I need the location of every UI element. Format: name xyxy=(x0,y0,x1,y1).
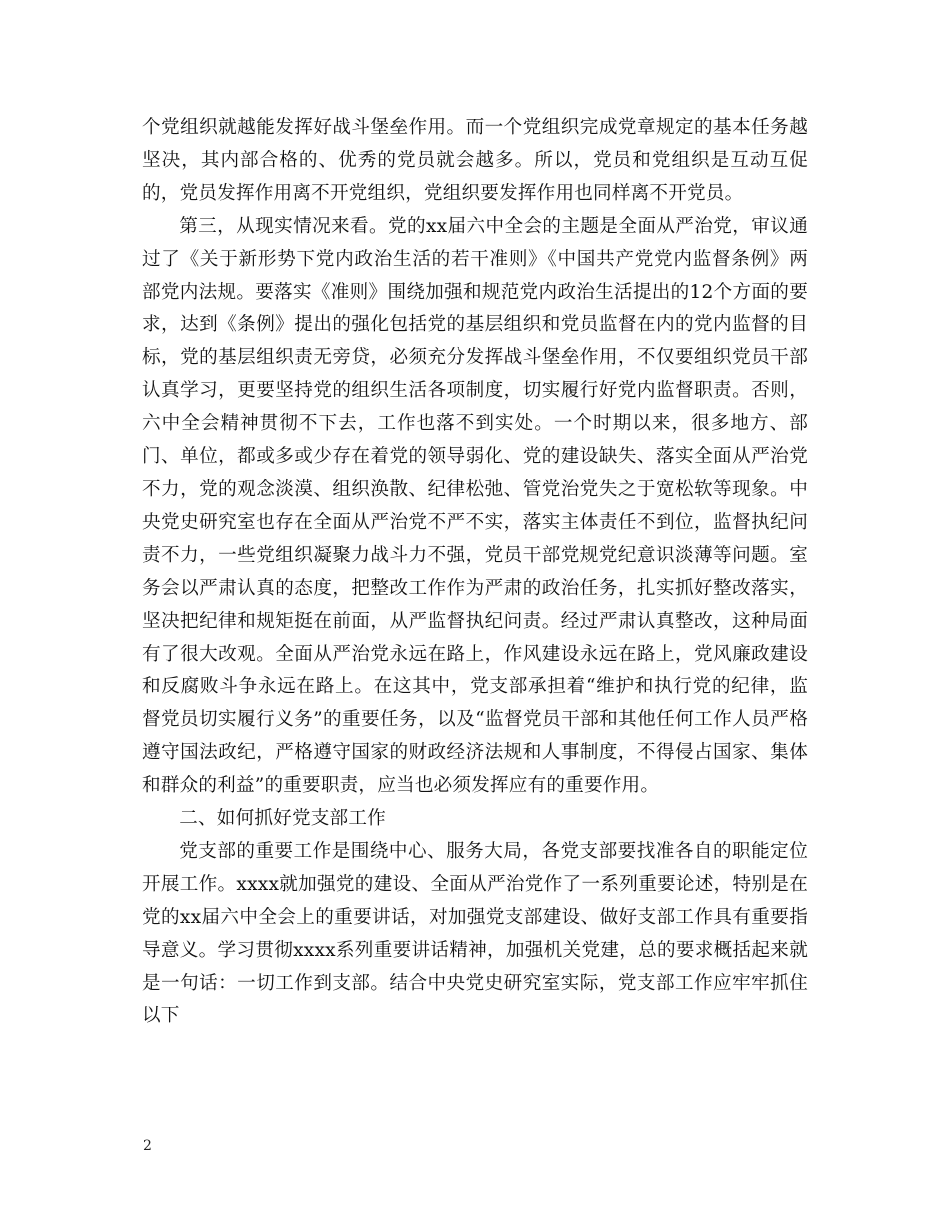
body-text xyxy=(142,112,808,1033)
paragraph-third-reason: 第三，从现实情况来看。党的xx届六中全会的主题是全面从严治党，审议通过了《关于新形势下党内政治生活的若干准则》《中国共产党党内监督条例》两部党内法规。要落实《准则》围绕加强和规范党内政治生活提出的12个方面的要求，达到《条例》提出的强化包括党的基层组织和党员监督在内的党内监督的目标，党的基层组织责无旁贷，必须充分发挥战斗堡垒作用，不仅要组织党员干部认真学习，更要坚持党的组织生活各项制度，切实履行好党内监督职责。否则，六中全会精神贯彻不下去，工作也落不到实处。一个时期以来，很多地方、部门、单位，都或多或少存在着党的领导弱化、党的建设缺失、落实全面从严治党不力，党的观念淡漠、组织涣散、纪律松弛、管党治党失之于宽松软等现象。中央党史研究室也存在全面从严治党不严不实，落实主体责任不到位，监督执纪问责不力，一些党组织凝聚力战斗力不强，党员干部党规党纪意识淡薄等问题。室务会以严肃认真的态度，把整改工作作为严肃的政治任务，扎实抓好整改落实，坚决把纪律和规矩挺在前面，从严监督执纪问责。经过严肃认真整改，这种局面有了很大改观。全面从严治党永远在路上，作风建设永远在路上，党风廉政建设和反腐败斗争永远在路上。在这其中，党支部承担着“维护和执行党的纪律，监督党员切实履行义务”的重要任务，以及“监督党员干部和其他任何工作人员严格遵守国法政纪，严格遵守国家的财政经济法规和人事制度，不得侵占国家、集体和群众的利益”的重要职责，应当也必须发挥应有的重要作用。 xyxy=(142,215,808,797)
paragraph-branch-work: 党支部的重要工作是围绕中心、服务大局，各党支部要找准各自的职能定位开展工作。xxxx就加强党的建设、全面从严治党作了一系列重要论述，特别是在党的xx届六中全会上的重要讲话，对加强党支部建设、做好支部工作具有重要指导意义。学习贯彻xxxx系列重要讲话精神，加强机关党建，总的要求概括起来就是一句话：一切工作到支部。结合中央党史研究室实际，党支部工作应牢牢抓住以下 xyxy=(142,840,808,1027)
page-number: 2 xyxy=(143,1138,152,1154)
paragraph-continuation: 个党组织就越能发挥好战斗堡垒作用。而一个党组织完成党章规定的基本任务越坚决，其内部合格的、优秀的党员就会越多。所以，党员和党组织是互动互促的，党员发挥作用离不开党组织，党组织要发挥作用也同样离不开党员。 xyxy=(142,117,808,204)
section-heading: 二、如何抓好党支部工作 xyxy=(179,808,386,830)
